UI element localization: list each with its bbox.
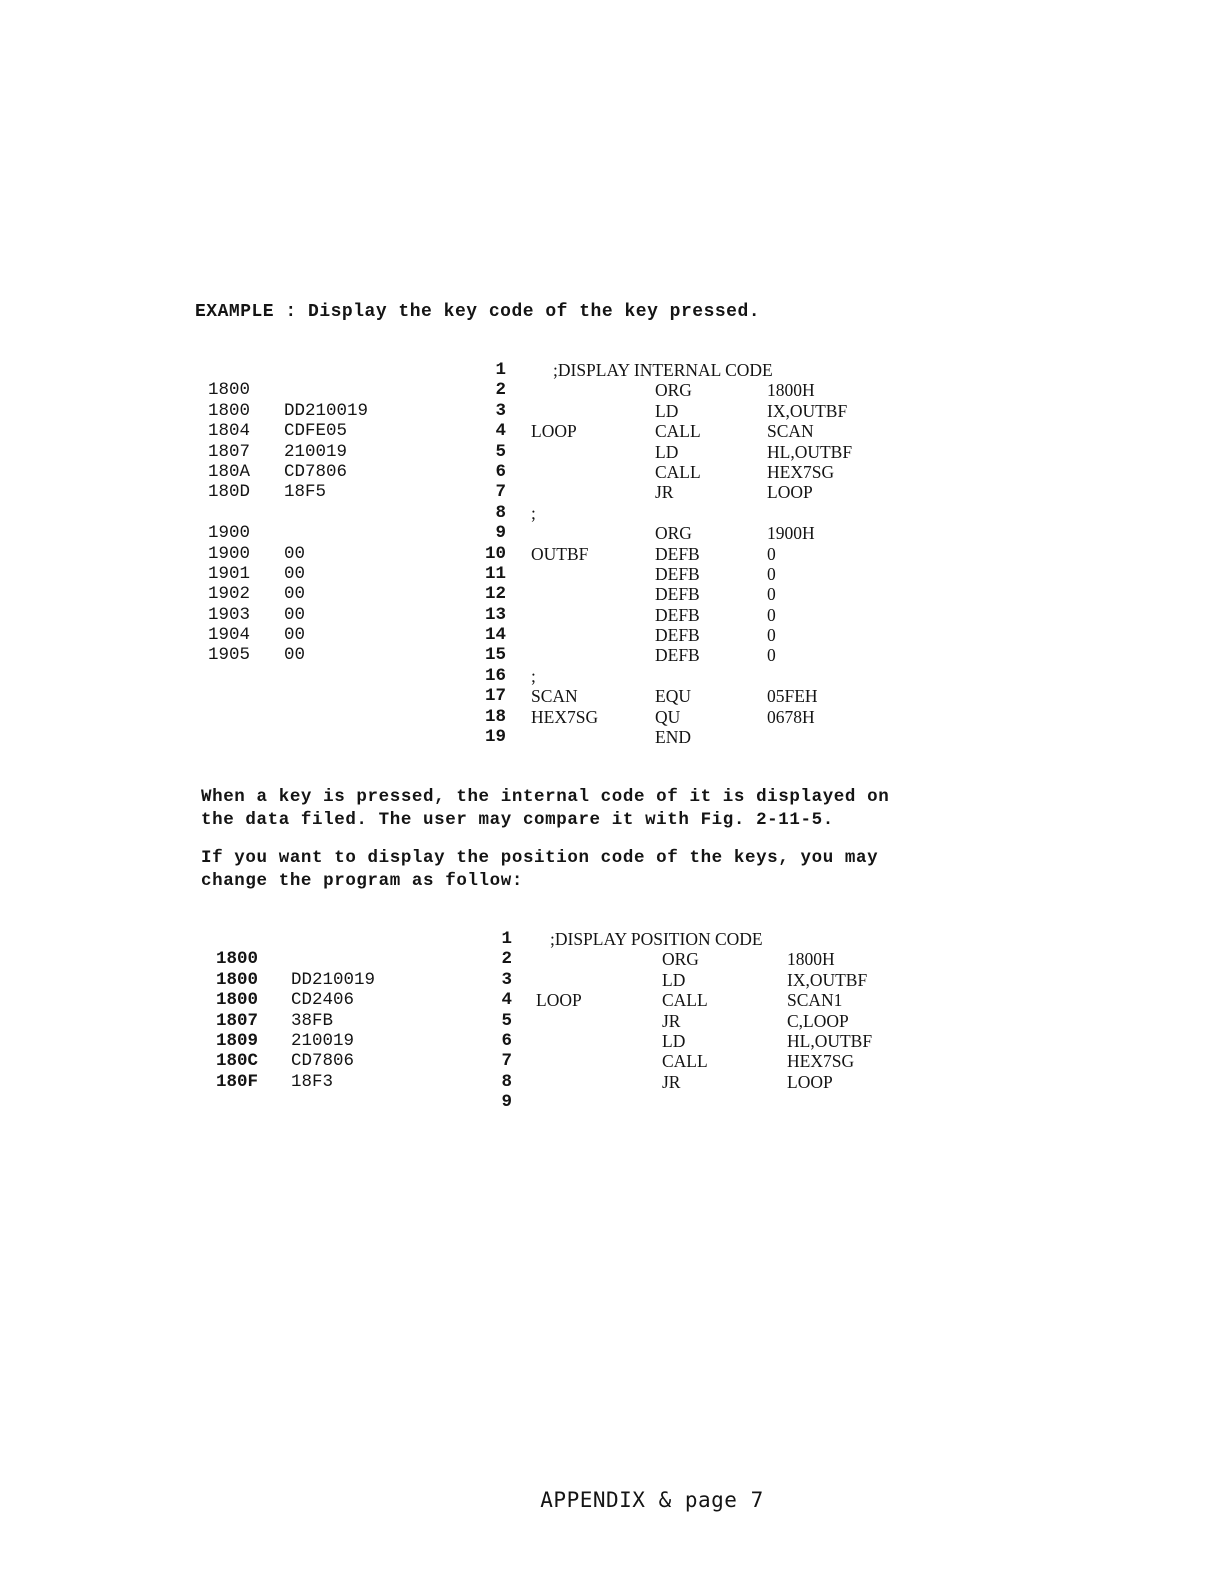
label-cell: HEX7SG <box>531 706 599 727</box>
machine-code-cell: 210019 <box>291 1030 355 1051</box>
listing-row <box>0 1051 1224 1071</box>
listing-row <box>0 707 1224 727</box>
line-number-cell: 5 <box>501 1010 512 1031</box>
paragraph-internal-code <box>201 786 889 832</box>
listing-internal-code <box>0 360 1224 747</box>
address-cell: 1800 <box>208 400 251 421</box>
listing-row <box>0 584 1224 604</box>
listing-row <box>0 442 1224 462</box>
line-number-cell: 8 <box>501 1071 512 1092</box>
listing-row <box>0 503 1224 523</box>
machine-code-cell: 18F5 <box>284 482 327 503</box>
line-number-cell: 3 <box>501 969 512 990</box>
operand-cell: 0 <box>767 604 776 625</box>
opcode-cell: ORG <box>655 523 692 544</box>
line-number-cell: 9 <box>495 523 506 544</box>
address-cell: 1900 <box>208 523 251 544</box>
machine-code-cell: 00 <box>284 645 306 666</box>
machine-code-cell: DD210019 <box>284 400 369 421</box>
address-cell: 180A <box>208 461 251 482</box>
address-cell: 1800 <box>216 990 259 1011</box>
listing-row <box>0 605 1224 625</box>
label-cell: LOOP <box>536 990 582 1011</box>
operand-cell: LOOP <box>787 1071 833 1092</box>
line-number-cell: 11 <box>484 563 506 584</box>
operand-cell: IX,OUTBF <box>767 400 848 421</box>
operand-cell: 0 <box>767 625 776 646</box>
listing-row <box>0 360 1224 380</box>
label-cell: ;DISPLAY POSITION CODE <box>550 929 763 949</box>
line-number-cell: 10 <box>484 543 506 564</box>
address-cell: 1804 <box>208 421 251 442</box>
machine-code-cell: CD7806 <box>291 1051 355 1072</box>
opcode-cell: LD <box>655 441 679 462</box>
opcode-cell: QU <box>655 706 681 727</box>
listing-row <box>0 1072 1224 1092</box>
opcode-cell: CALL <box>662 990 708 1011</box>
line-number-cell: 19 <box>484 727 506 748</box>
paragraph-line: change the program as follow: <box>201 871 523 891</box>
operand-cell: 1800H <box>787 949 835 970</box>
line-number-cell: 9 <box>501 1092 512 1113</box>
operand-cell: LOOP <box>767 482 813 503</box>
address-cell: 1904 <box>208 625 251 646</box>
machine-code-cell: 18F3 <box>291 1071 334 1092</box>
operand-cell: C,LOOP <box>787 1010 849 1031</box>
paragraph-line: When a key is pressed, the internal code of it is displayed on <box>201 787 890 807</box>
label-cell: ;DISPLAY INTERNAL CODE <box>553 360 773 380</box>
operand-cell: HL,OUTBF <box>767 441 853 462</box>
machine-code-cell: 210019 <box>284 441 348 462</box>
operand-cell: 1900H <box>767 523 815 544</box>
machine-code-cell: 00 <box>284 604 306 625</box>
operand-cell: 1800H <box>767 380 815 401</box>
listing-row <box>0 482 1224 502</box>
opcode-cell: CALL <box>655 461 701 482</box>
opcode-cell: LD <box>662 969 686 990</box>
line-number-cell: 6 <box>495 461 506 482</box>
machine-code-cell: 00 <box>284 563 306 584</box>
listing-row <box>0 421 1224 441</box>
listing-row <box>0 970 1224 990</box>
operand-cell: 0678H <box>767 706 815 727</box>
address-cell: 180D <box>208 482 251 503</box>
line-number-cell: 2 <box>495 380 506 401</box>
address-cell: 1905 <box>208 645 251 666</box>
listing-row <box>0 1092 1224 1112</box>
opcode-cell: DEFB <box>655 543 700 564</box>
listing-row <box>0 523 1224 543</box>
line-number-cell: 17 <box>484 686 506 707</box>
paragraph-line: the data filed. The user may compare it with Fig. 2-11-5. <box>201 810 834 830</box>
listing-row <box>0 949 1224 969</box>
opcode-cell: JR <box>655 482 674 503</box>
page-footer: APPENDIX & page 7 <box>540 1488 764 1512</box>
opcode-cell: DEFB <box>655 563 700 584</box>
operand-cell: SCAN <box>767 421 814 442</box>
listing-row <box>0 686 1224 706</box>
line-number-cell: 5 <box>495 441 506 462</box>
operand-cell: SCAN1 <box>787 990 843 1011</box>
opcode-cell: DEFB <box>655 584 700 605</box>
operand-cell: 0 <box>767 645 776 666</box>
line-number-cell: 8 <box>495 502 506 523</box>
label-cell: SCAN <box>531 686 578 707</box>
listing-row <box>0 462 1224 482</box>
address-cell: 1809 <box>216 1030 259 1051</box>
address-cell: 1901 <box>208 563 251 584</box>
operand-cell: 0 <box>767 543 776 564</box>
machine-code-cell: CD2406 <box>291 990 355 1011</box>
line-number-cell: 6 <box>501 1030 512 1051</box>
address-cell: 1800 <box>208 380 251 401</box>
listing-row <box>0 645 1224 665</box>
line-number-cell: 15 <box>484 645 506 666</box>
line-number-cell: 7 <box>495 482 506 503</box>
address-cell: 1807 <box>216 1010 259 1031</box>
label-cell: OUTBF <box>531 543 589 564</box>
opcode-cell: LD <box>662 1030 686 1051</box>
operand-cell: 05FEH <box>767 686 818 707</box>
opcode-cell: ORG <box>662 949 699 970</box>
listing-row <box>0 727 1224 747</box>
listing-row <box>0 564 1224 584</box>
machine-code-cell: 00 <box>284 584 306 605</box>
machine-code-cell: DD210019 <box>291 969 376 990</box>
listing-row <box>0 625 1224 645</box>
listing-row <box>0 1031 1224 1051</box>
machine-code-cell: CDFE05 <box>284 421 348 442</box>
line-number-cell: 7 <box>501 1051 512 1072</box>
label-cell: LOOP <box>531 421 577 442</box>
opcode-cell: LD <box>655 400 679 421</box>
opcode-cell: CALL <box>662 1051 708 1072</box>
address-cell: 1800 <box>216 949 259 970</box>
address-cell: 180C <box>216 1051 259 1072</box>
line-number-cell: 1 <box>501 929 512 949</box>
label-cell: ; <box>531 502 536 523</box>
opcode-cell: DEFB <box>655 625 700 646</box>
address-cell: 1900 <box>208 543 251 564</box>
operand-cell: 0 <box>767 563 776 584</box>
line-number-cell: 2 <box>501 949 512 970</box>
address-cell: 1903 <box>208 604 251 625</box>
listing-row <box>0 1011 1224 1031</box>
opcode-cell: DEFB <box>655 645 700 666</box>
machine-code-cell: CD7806 <box>284 461 348 482</box>
line-number-cell: 4 <box>501 990 512 1011</box>
line-number-cell: 14 <box>484 625 506 646</box>
address-cell: 1800 <box>216 969 259 990</box>
opcode-cell: CALL <box>655 421 701 442</box>
label-cell: ; <box>531 665 536 686</box>
listing-row <box>0 544 1224 564</box>
listing-position-code <box>0 929 1224 1113</box>
operand-cell: HEX7SG <box>767 461 835 482</box>
opcode-cell: ORG <box>655 380 692 401</box>
line-number-cell: 1 <box>495 360 506 380</box>
paragraph-line: If you want to display the position code of the keys, you may <box>201 848 879 868</box>
operand-cell: 0 <box>767 584 776 605</box>
listing-row <box>0 401 1224 421</box>
line-number-cell: 13 <box>484 604 506 625</box>
address-cell: 1807 <box>208 441 251 462</box>
operand-cell: HL,OUTBF <box>787 1030 873 1051</box>
example-heading: EXAMPLE : Display the key code of the key pressed. <box>195 302 761 322</box>
paragraph-position-code <box>201 847 878 893</box>
line-number-cell: 18 <box>484 706 506 727</box>
opcode-cell: JR <box>662 1071 681 1092</box>
operand-cell: HEX7SG <box>787 1051 855 1072</box>
listing-row <box>0 990 1224 1010</box>
line-number-cell: 16 <box>484 665 506 686</box>
opcode-cell: JR <box>662 1010 681 1031</box>
address-cell: 1902 <box>208 584 251 605</box>
line-number-cell: 4 <box>495 421 506 442</box>
opcode-cell: EQU <box>655 686 691 707</box>
opcode-cell: DEFB <box>655 604 700 625</box>
opcode-cell: END <box>655 727 691 748</box>
line-number-cell: 3 <box>495 400 506 421</box>
address-cell: 180F <box>216 1071 259 1092</box>
listing-row <box>0 666 1224 686</box>
operand-cell: IX,OUTBF <box>787 969 868 990</box>
line-number-cell: 12 <box>484 584 506 605</box>
machine-code-cell: 00 <box>284 625 306 646</box>
machine-code-cell: 38FB <box>291 1010 334 1031</box>
machine-code-cell: 00 <box>284 543 306 564</box>
listing-row <box>0 380 1224 400</box>
listing-row <box>0 929 1224 949</box>
